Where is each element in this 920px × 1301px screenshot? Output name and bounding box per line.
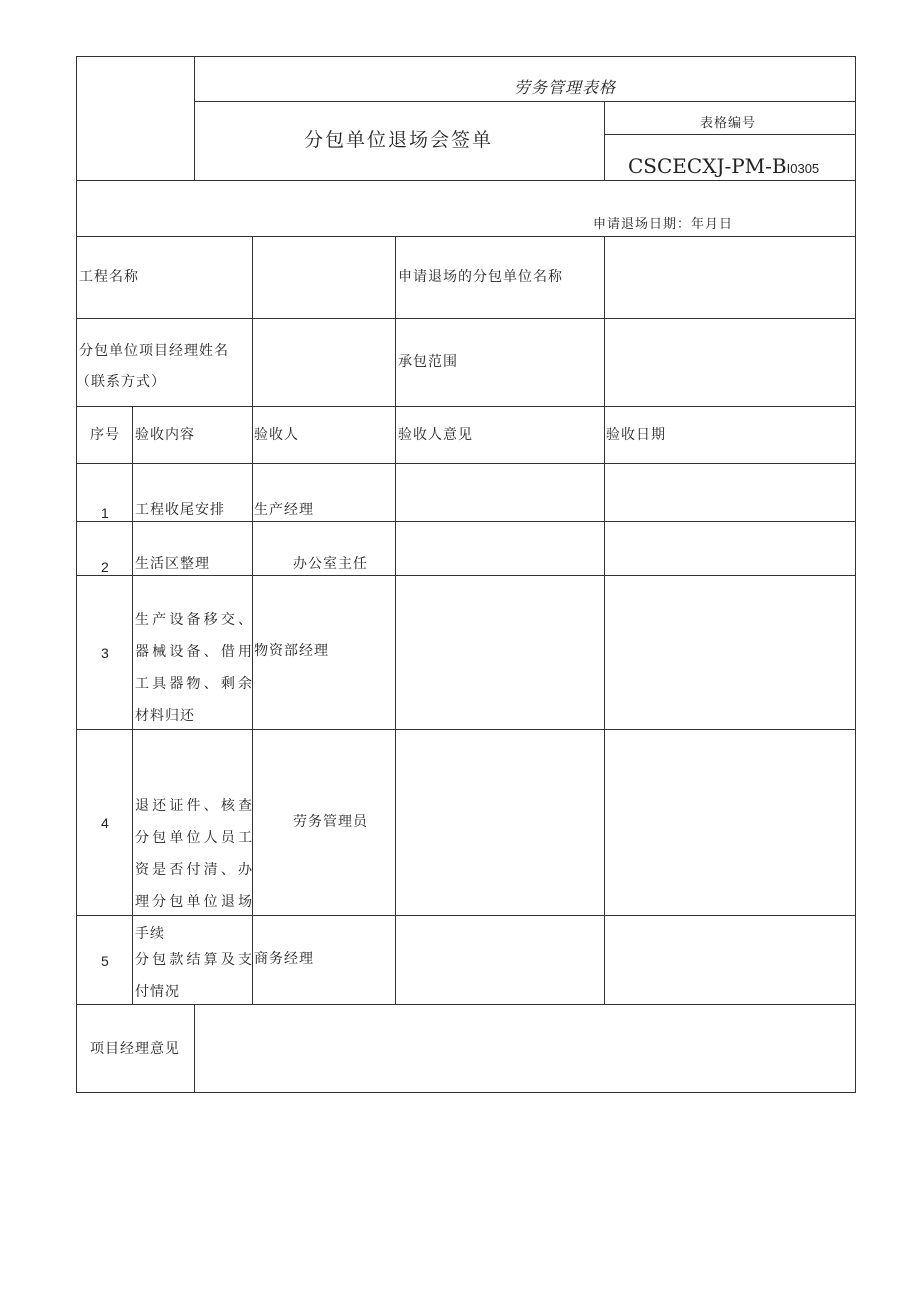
row-inspector: 劳务管理员: [293, 814, 368, 830]
scope-label: 承包范围: [398, 354, 458, 370]
header-divider-category: [194, 101, 856, 102]
info-col-2: [395, 236, 396, 406]
pm-name-value[interactable]: [258, 354, 388, 372]
scope-value[interactable]: [610, 355, 850, 373]
header-divider-left: [194, 56, 195, 180]
row-no: 5: [101, 953, 109, 969]
row-date[interactable]: [608, 746, 852, 906]
header-divider-formno-label: [604, 134, 856, 135]
border-top: [76, 56, 856, 57]
info-col-1: [252, 236, 253, 406]
row-content: 分包款结算及支付情况: [135, 952, 253, 1000]
col-header-opinion: 验收人意见: [398, 427, 473, 443]
row-inspector: 物资部经理: [254, 643, 329, 659]
header-divider-formno: [604, 101, 605, 180]
sub-unit-name-value[interactable]: [610, 270, 850, 288]
row-inspector: 办公室主任: [293, 556, 368, 572]
border-bottom: [76, 1092, 856, 1093]
row-opinion[interactable]: [400, 746, 600, 906]
form-number-prefix: CSCECXJ-PM-B: [628, 154, 787, 178]
sub-unit-name-label: 申请退场的分包单位名称: [398, 269, 563, 285]
header-bottom: [76, 180, 856, 181]
row-opinion[interactable]: [400, 540, 600, 570]
row-2-bottom: [76, 575, 856, 576]
date-row-bottom: [76, 236, 856, 237]
project-name-value[interactable]: [258, 270, 388, 288]
info-col-3: [604, 236, 605, 406]
form-number: [628, 156, 819, 176]
pm-name-label: 分包单位项目经理姓名: [79, 343, 229, 359]
row-content: 工程收尾安排: [135, 502, 225, 518]
info-bottom: [76, 406, 856, 407]
form-number-suffix: I0305: [786, 161, 820, 176]
row-opinion[interactable]: [400, 586, 600, 716]
row-date[interactable]: [608, 926, 852, 996]
project-name-label: 工程名称: [79, 269, 139, 285]
pm-contact-label: （联系方式）: [76, 374, 166, 390]
row-inspector: 商务经理: [254, 951, 314, 967]
form-title: 分包单位退场会签单: [304, 129, 494, 151]
row-no: 4: [101, 815, 109, 831]
row-no: 3: [101, 645, 109, 661]
table-header-bottom: [76, 463, 856, 464]
row-no: 2: [101, 559, 109, 575]
col-header-date: 验收日期: [606, 427, 666, 443]
row-opinion[interactable]: [400, 926, 600, 996]
sign-off-form: [76, 56, 856, 1093]
info-row-divider: [76, 318, 856, 319]
row-content: 退还证件、核查分包单位人员工资是否付清、办理分包单位退场手续: [135, 798, 253, 942]
col-header-no: 序号: [90, 427, 120, 443]
row-1-bottom: [76, 521, 856, 522]
pm-opinion-value[interactable]: [202, 1012, 848, 1086]
row-no: 1: [101, 505, 109, 521]
row-date[interactable]: [608, 486, 852, 516]
form-number-label: 表格编号: [700, 116, 757, 131]
col-header-inspector: 验收人: [254, 427, 299, 443]
footer-divider: [194, 1004, 195, 1093]
row-opinion[interactable]: [400, 486, 600, 516]
row-inspector: 生产经理: [254, 502, 314, 518]
row-content: 生活区整理: [135, 556, 210, 572]
form-category: 劳务管理表格: [514, 78, 617, 97]
application-date: 申请退场日期：年月日: [593, 217, 734, 232]
row-date[interactable]: [608, 586, 852, 716]
row-date[interactable]: [608, 540, 852, 570]
col-header-content: 验收内容: [135, 427, 195, 443]
pm-opinion-label: 项目经理意见: [90, 1041, 180, 1057]
row-content: 生产设备移交、器械设备、借用工具器物、剩余材料归还: [135, 612, 253, 724]
